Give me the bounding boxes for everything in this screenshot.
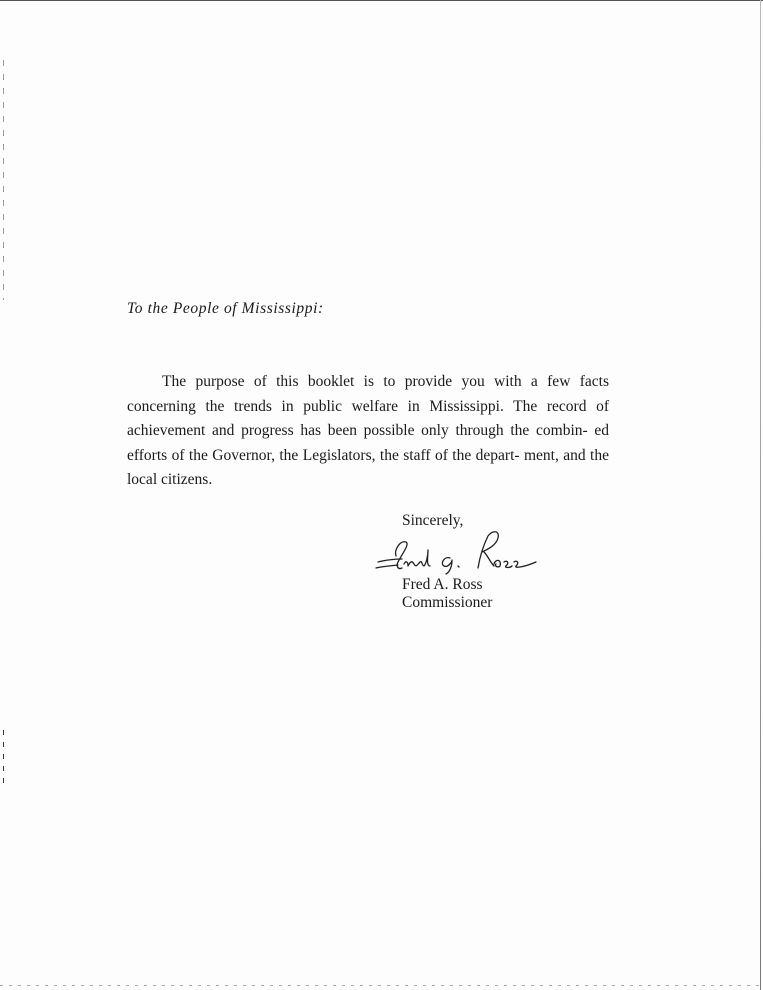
signer-title: Commissioner: [402, 594, 493, 611]
salutation: To the People of Mississippi:: [127, 300, 324, 317]
closing: Sincerely,: [402, 512, 464, 529]
scan-edge-top: [0, 0, 763, 1]
handwritten-signature: [372, 526, 542, 582]
scan-edge-left: [3, 60, 4, 300]
scan-edge-right: [760, 0, 761, 990]
scan-edge-left-lower: [3, 730, 4, 790]
scan-edge-bottom: [0, 985, 763, 986]
signer-name: Fred A. Ross: [402, 576, 483, 593]
letter-body: The purpose of this booklet is to provide you with a few facts concerning the trends in public welfare in Mississippi. The record of achievement and progress has been possible only through the combin- ed efforts of the Governor, the Legislators, the staff of the depart- ment, and the local citizens.: [127, 373, 609, 489]
